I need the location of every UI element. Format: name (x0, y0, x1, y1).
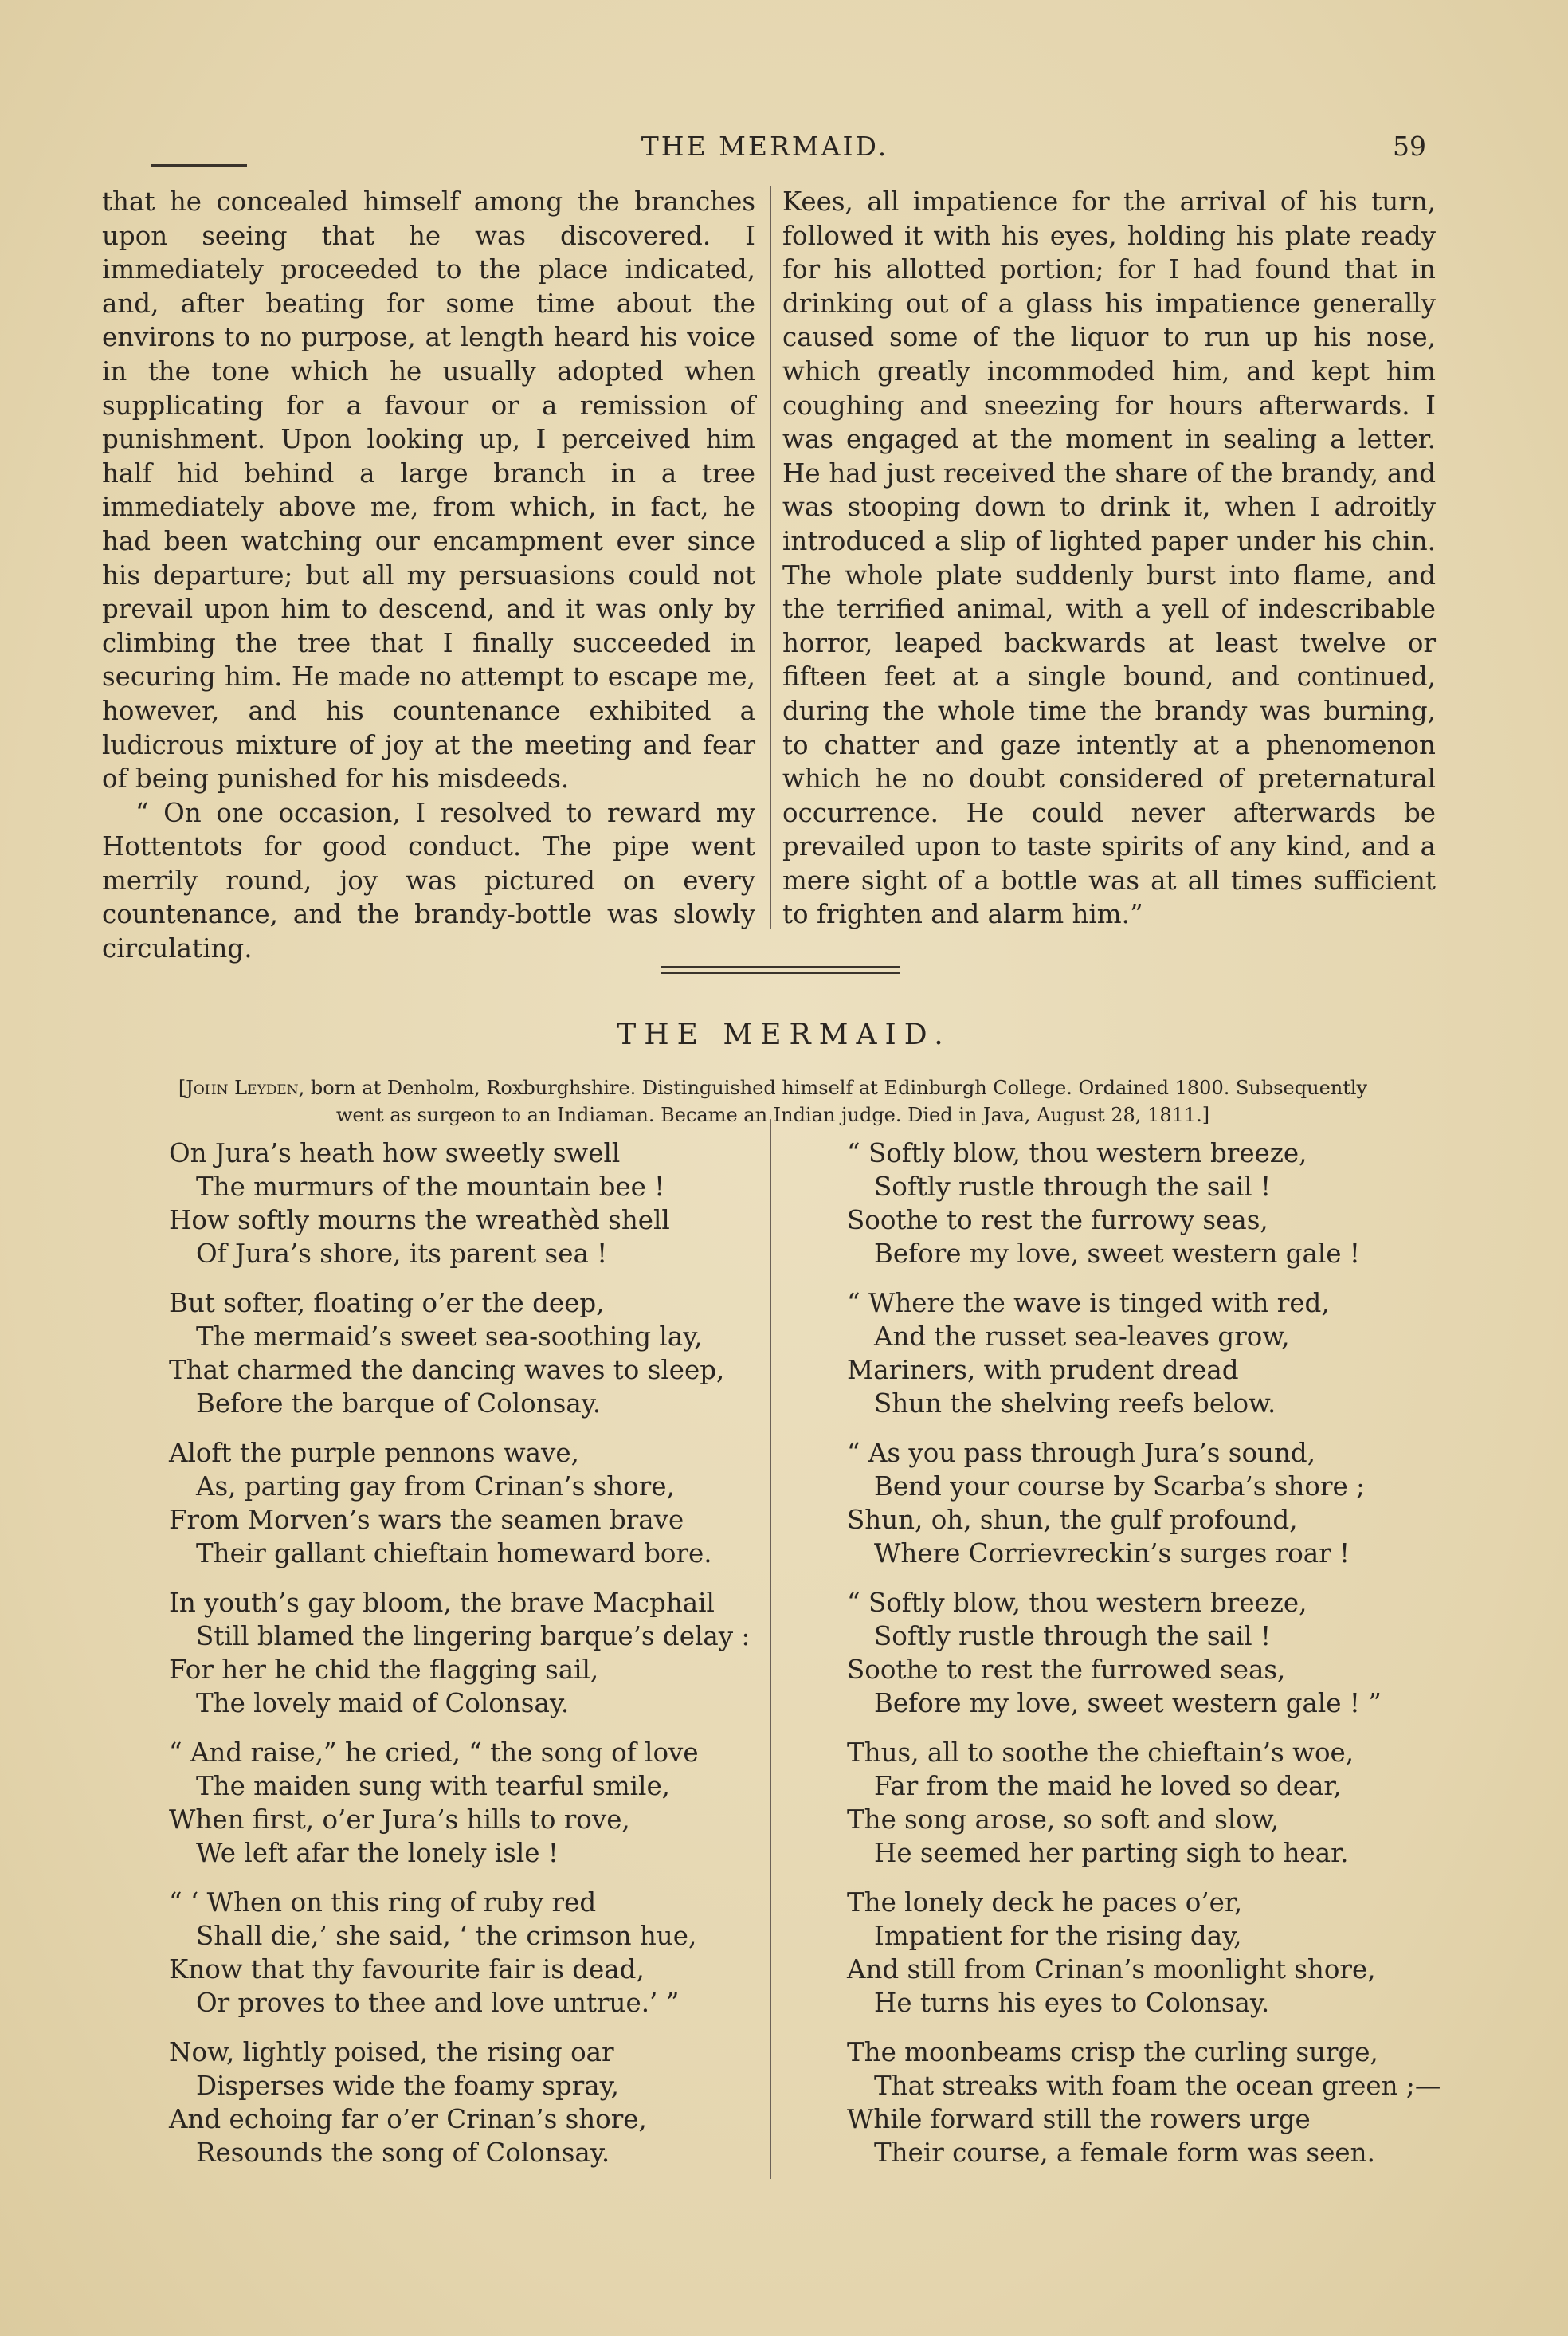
poem-line: But softer, floating o’er the deep, (169, 1288, 605, 1318)
poem-line: Aloft the purple pennons wave, (169, 1438, 579, 1468)
poem-line: Far from the maid he loved so dear, (874, 1771, 1342, 1801)
poem-line: Impatient for the rising day, (874, 1921, 1242, 1951)
poem-line: How softly mourns the wreathèd shell (169, 1205, 670, 1235)
poem-column-left (169, 1137, 759, 2185)
poem-line: While forward still the rowers urge (847, 2104, 1311, 2134)
page-number: 59 (1393, 131, 1426, 162)
poem-line: Before the barque of Colonsay. (196, 1388, 602, 1419)
note-author: John Leyden (186, 1077, 299, 1099)
poem-line: Their course, a female form was seen. (874, 2138, 1375, 2168)
poem-line: “ As you pass through Jura’s sound, (847, 1438, 1316, 1468)
poem-stanza (847, 1736, 1437, 1870)
poem-stanza (847, 1886, 1437, 2020)
poem-line: Shun, oh, shun, the gulf profound, (847, 1505, 1298, 1535)
poem-line: From Morven’s wars the seamen brave (169, 1505, 684, 1535)
note-line: [John Leyden, born at Denholm, Roxburghshire. Distinguished himself at Edinburgh College. Ordained 1800. Subsequently (178, 1077, 1368, 1099)
note-line: went as surgeon to an Indiaman. Became an Indian judge. Died in Java, August 28, 1811.] (335, 1104, 1210, 1126)
prose-paragraph: “ On one occasion, I resolved to reward my Hottentots for good conduct. The pipe went merrily round, joy was pictured on every countenance, and the brandy-bottle was slowly circulating. (102, 797, 755, 964)
poem-biographical-note (112, 1074, 1434, 1129)
poem-stanza (169, 1286, 759, 1420)
poem-line: He turns his eyes to Colonsay. (874, 1988, 1270, 2018)
prose-column-left (102, 185, 755, 966)
poem-stanza (169, 1886, 759, 2020)
column-divider (770, 186, 771, 929)
poem-column-right (847, 1137, 1441, 2185)
poem-line: The murmurs of the mountain bee ! (196, 1172, 665, 1202)
poem-line: “ Softly blow, thou western breeze, (847, 1138, 1307, 1168)
poem-line: Or proves to thee and love untrue.’ ” (196, 1988, 680, 2018)
poem-line: “ And raise,” he cried, “ the song of love (169, 1737, 699, 1768)
poem-line: That charmed the dancing waves to sleep, (169, 1355, 725, 1385)
poem-line: For her he chid the flagging sail, (169, 1655, 599, 1685)
poem-line: Resounds the song of Colonsay. (196, 2138, 610, 2168)
poem-line: The mermaid’s sweet sea-soothing lay, (196, 1321, 703, 1352)
poem-line: That streaks with foam the ocean green ;— (874, 2071, 1441, 2101)
poem-line: The song arose, so soft and slow, (847, 1804, 1280, 1835)
poem-line: Before my love, sweet western gale ! ” (874, 1688, 1382, 1718)
poem-line: Soothe to rest the furrowed seas, (847, 1655, 1286, 1685)
poem-stanza (169, 1137, 759, 1270)
poem-line: The moonbeams crisp the curling surge, (847, 2037, 1378, 2067)
poem-stanza (847, 1586, 1437, 1720)
poem-line: The maiden sung with tearful smile, (196, 1771, 671, 1801)
poem-stanza (169, 1586, 759, 1720)
poem-line: Soothe to rest the furrowy seas, (847, 1205, 1268, 1235)
poem-line: The lovely maid of Colonsay. (196, 1688, 570, 1718)
section-divider (661, 966, 900, 979)
poem-line: Before my love, sweet western gale ! (874, 1239, 1360, 1269)
poem-line: Of Jura’s shore, its parent sea ! (196, 1239, 608, 1269)
poem-line: As, parting gay from Crinan’s shore, (196, 1471, 675, 1502)
prose-paragraph: that he concealed himself among the branches upon seeing that he was discovered. I immediately proceeded to the place indicated, and, after beating for some time about the environs to no purpose, at length heard his voice in the tone which he usually adopted when supplicating for a favour or a remission of punishment. Upon looking up, I perceived him half hid behind a large branch in a tree immediately above me, from which, in fact, he had been watching our encampment ever since his departure; but all my persuasions could not prevail upon him to descend, and it was only by climbing the tree that I finally succeeded in securing him. He made no attempt to escape me, however, and his countenance exhibited a ludicrous mixture of joy at the meeting and fear of being punished for his misdeeds. (102, 186, 755, 795)
poem-stanza (847, 1137, 1437, 1270)
poem-stanza (169, 1436, 759, 1570)
poem-line: In youth’s gay bloom, the brave Macphail (169, 1588, 715, 1618)
poem-line: Know that thy favourite fair is dead, (169, 1954, 645, 1985)
header-rule (151, 164, 247, 167)
poem-line: On Jura’s heath how sweetly swell (169, 1138, 621, 1168)
running-title: THE MERMAID. (641, 131, 889, 162)
poem-line: Still blamed the lingering barque’s delay : (196, 1621, 751, 1651)
poem-line: And still from Crinan’s moonlight shore, (847, 1954, 1376, 1985)
poem-line: “ Softly blow, thou western breeze, (847, 1588, 1307, 1618)
poem-line: “ Where the wave is tinged with red, (847, 1288, 1330, 1318)
poem-stanza (847, 2036, 1441, 2169)
poem-stanza (169, 1736, 759, 1870)
poem-line: We left afar the lonely isle ! (196, 1838, 559, 1868)
poem-line: Where Corrievreckin’s surges roar ! (874, 1538, 1350, 1568)
poem-line: And the russet sea-leaves grow, (874, 1321, 1290, 1352)
poem-line: Bend your course by Scarba’s shore ; (874, 1471, 1366, 1502)
poem-line: The lonely deck he paces o’er, (847, 1887, 1243, 1918)
poem-line: He seemed her parting sigh to hear. (874, 1838, 1349, 1868)
poem-line: Their gallant chieftain homeward bore. (196, 1538, 712, 1568)
poem-line: Thus, all to soothe the chieftain’s woe, (847, 1737, 1354, 1768)
poem-stanza (847, 1286, 1437, 1420)
poem-line: Disperses wide the foamy spray, (196, 2071, 620, 2101)
poem-line: “ ‘ When on this ring of ruby red (169, 1887, 597, 1918)
prose-column-right (782, 185, 1436, 932)
prose-paragraph: Kees, all impatience for the arrival of his turn, followed it with his eyes, holding his plate ready for his allotted portion; for I had found that in drinking out of a glass his impatience generally caused some of the liquor to run up his nose, which greatly incommoded him, and kept him coughing and sneezing for hours afterwards. I was engaged at the moment in sealing a letter. He had just received the share of the brandy, and was stooping down to drink it, when I adroitly introduced a slip of lighted paper under his chin. The whole plate suddenly burst into flame, and the terrified animal, with a yell of indescribable horror, leaped backwards at least twelve or fifteen feet at a single bound, and continued, during the whole time the brandy was burning, to chatter and gaze intently at a phenomenon which he no doubt considered of preternatural occurrence. He could never afterwards be prevailed upon to taste spirits of any kind, and a mere sight of a bottle was at all times sufficient to frighten and alarm him.” (782, 186, 1436, 930)
poem-line: Softly rustle through the sail ! (874, 1172, 1272, 1202)
poem-stanza (847, 1436, 1437, 1570)
poem-line: Shun the shelving reefs below. (874, 1388, 1276, 1419)
poem-line: Mariners, with prudent dread (847, 1355, 1239, 1385)
page-header (104, 128, 1426, 167)
poem-line: And echoing far o’er Crinan’s shore, (169, 2104, 647, 2134)
poem-title: THE MERMAID. (617, 1019, 951, 1051)
poem-line: Shall die,’ she said, ‘ the crimson hue, (196, 1921, 697, 1951)
poem-line: Now, lightly poised, the rising oar (169, 2037, 614, 2067)
column-divider (770, 1119, 771, 2179)
poem-line: Softly rustle through the sail ! (874, 1621, 1272, 1651)
poem-stanza (169, 2036, 759, 2169)
poem-line: When first, o’er Jura’s hills to rove, (169, 1804, 630, 1835)
